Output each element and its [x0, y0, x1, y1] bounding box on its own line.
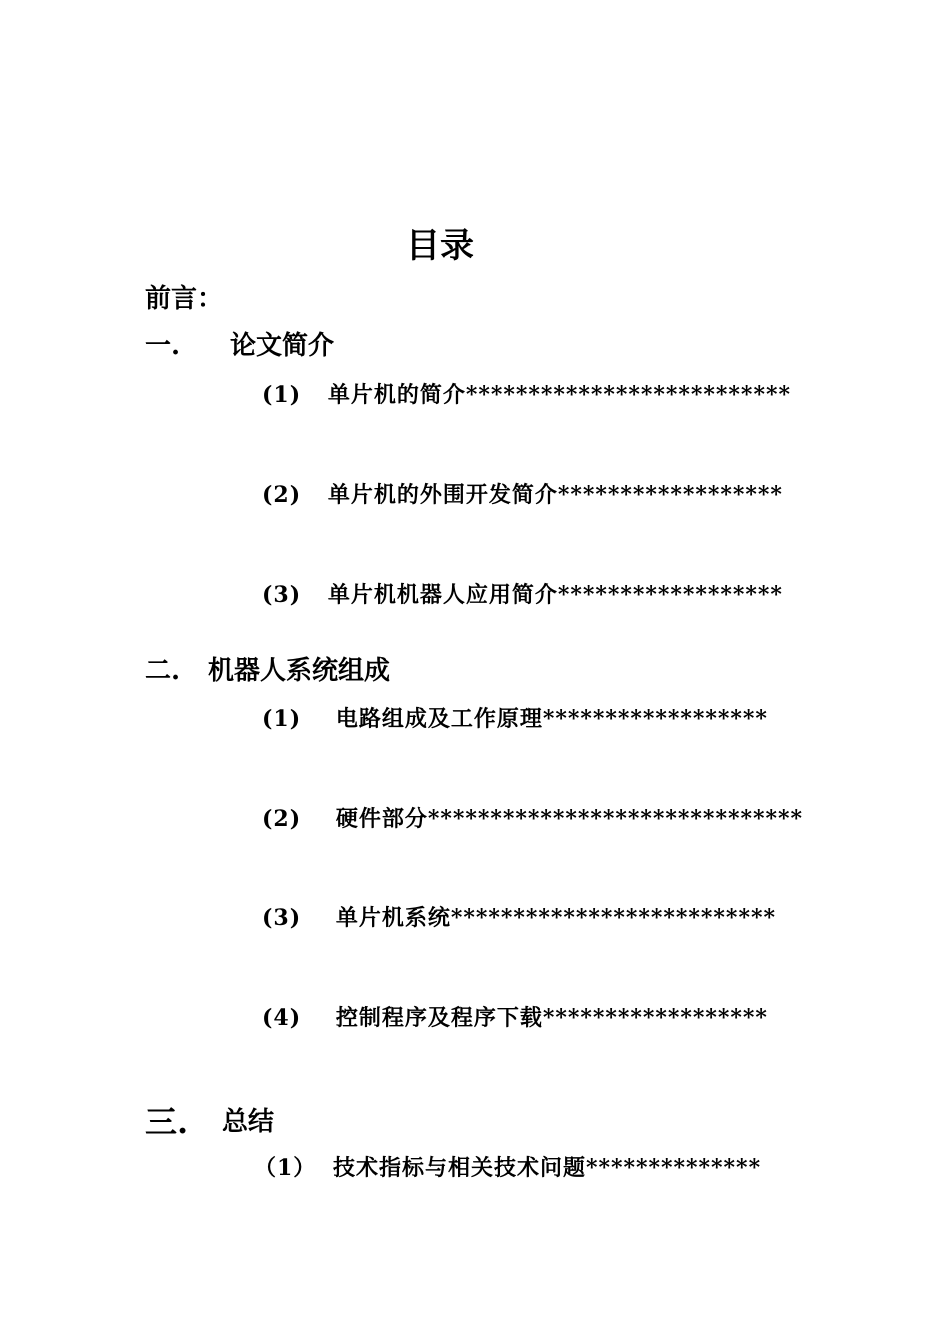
toc-entry[interactable] — [262, 378, 791, 409]
entry-number: （1） — [254, 1155, 317, 1181]
entry-number: (1) — [262, 706, 302, 732]
toc-entry[interactable] — [262, 1001, 768, 1032]
entry-number: (1) — [262, 382, 302, 408]
entry-number: (3) — [262, 582, 302, 608]
entry-text: 单片机的简介 — [327, 382, 466, 408]
preface-heading: 前言： — [145, 284, 224, 314]
entry-number: (2) — [262, 806, 302, 832]
entry-leader: ****************** — [557, 482, 783, 508]
section-2-number: 二. — [145, 656, 181, 686]
entry-leader: ****************** — [557, 582, 783, 608]
entry-text: 硬件部分 — [335, 806, 428, 832]
entry-number: (4) — [262, 1005, 302, 1031]
section-1-title: 论文简介 — [230, 331, 335, 361]
entry-leader: ****************************** — [427, 806, 803, 832]
entry-leader: ****************** — [542, 1005, 768, 1031]
entry-leader: ************************** — [450, 905, 776, 931]
toc-entry[interactable] — [262, 478, 783, 509]
entry-leader: ************************** — [465, 382, 791, 408]
entry-text: 控制程序及程序下载 — [335, 1005, 543, 1031]
entry-text: 技术指标与相关技术问题 — [332, 1155, 586, 1181]
entry-number: (2) — [262, 482, 302, 508]
toc-entry[interactable] — [262, 702, 768, 733]
toc-title: 目录 — [406, 226, 474, 266]
toc-entry[interactable] — [262, 901, 776, 932]
entry-leader: ************** — [586, 1155, 762, 1181]
section-3-number: 三. — [145, 1103, 189, 1141]
entry-text: 单片机机器人应用简介 — [327, 582, 558, 608]
toc-entry[interactable] — [262, 802, 803, 833]
section-3-title: 总结 — [222, 1107, 275, 1137]
entry-text: 单片机系统 — [335, 905, 451, 931]
entry-leader: ****************** — [542, 706, 768, 732]
entry-text: 单片机的外围开发简介 — [327, 482, 558, 508]
toc-entry[interactable] — [262, 578, 783, 609]
toc-entry[interactable] — [254, 1151, 761, 1182]
entry-number: (3) — [262, 905, 302, 931]
section-1-number: 一. — [145, 331, 181, 361]
entry-text: 电路组成及工作原理 — [335, 706, 543, 732]
section-2-title: 机器人系统组成 — [208, 656, 391, 686]
